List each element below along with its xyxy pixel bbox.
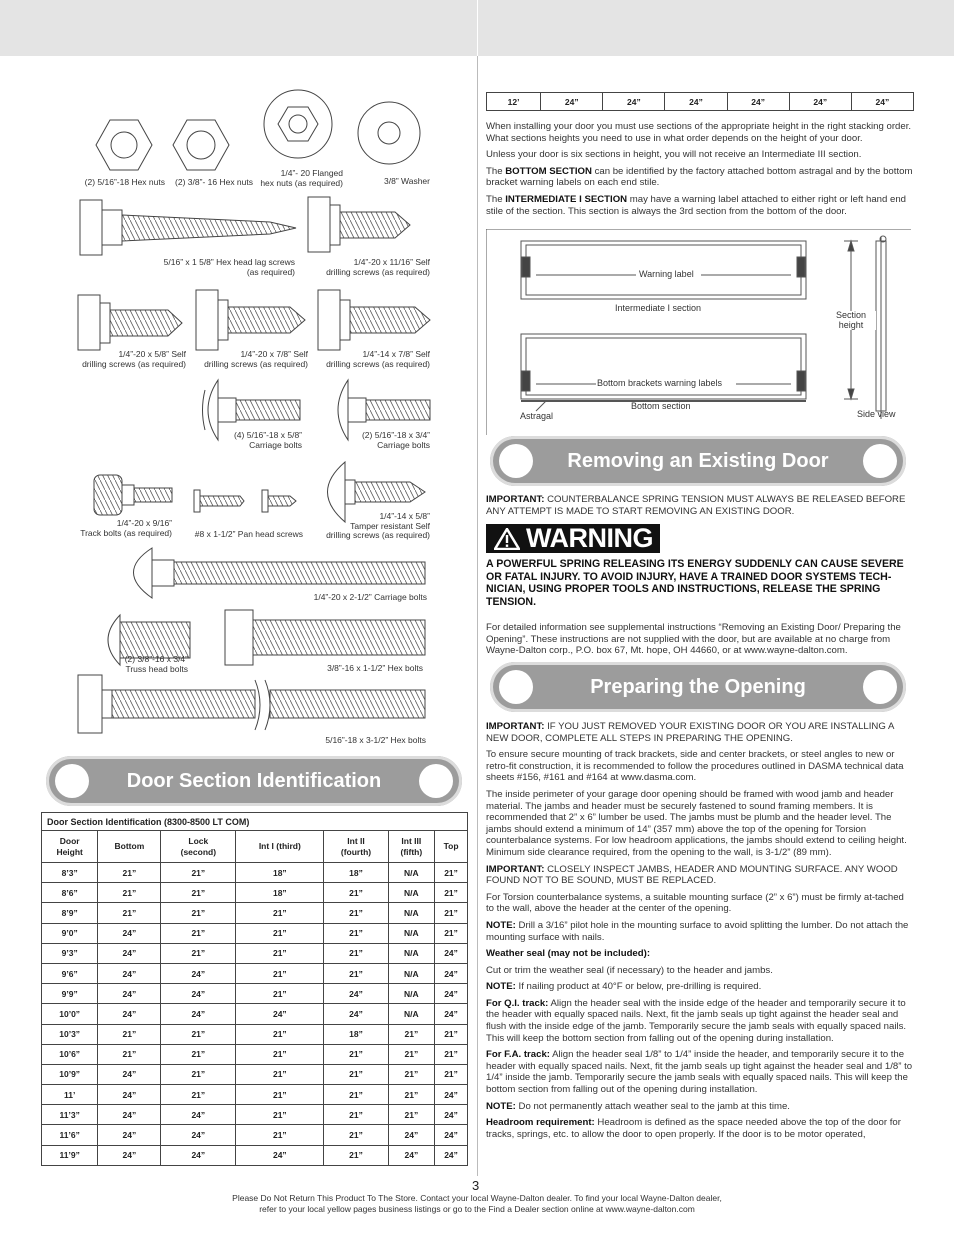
diagram-label: Astragal [520,411,554,421]
table-cell: 21” [236,1085,324,1105]
table-cell: 24” [161,963,236,983]
table-cell: 21” [324,1145,388,1165]
warning-triangle-icon [494,528,520,550]
paragraph: Cut or trim the weather seal (if necessary) to the header and jambs. [486,964,773,976]
diagram-label: Bottom brackets warning labels [597,378,723,388]
table-cell: 11’9” [42,1145,98,1165]
table-cell: 24” [541,93,603,111]
door-section-banner [46,756,462,806]
paragraph: The inside perimeter of your garage door opening should be framed with wood jamb and header material. The jambs and header must be securely fastened to sound framing members. It is recommended that 2” x 6” lumber be used. The jambs must be plumb and the header level. The jambs should extend a minimum of 14” (357 mm) above the top of the opening for Torsion counterbalance systems. For low headroom applications, the jambs should extend to ceiling height. Minimum side clearance required, from the opening to the wall, is 3-1/2” (89 mm). [486,788,907,858]
table-cell: 21” [324,963,388,983]
table-cell: 24” [435,1105,468,1125]
table-cell: N/A [388,883,435,903]
warning-title: WARNING [526,523,653,553]
table-cell: 21” [236,903,324,923]
table-cell: 21” [324,1105,388,1125]
table-cell: 21” [435,903,468,923]
table-cell: 24” [161,1145,236,1165]
caption-line: 1/4”-20 x 5/8” Self [118,349,186,359]
table-cell: 24” [435,1125,468,1145]
caption-line: 1/4”- 20 Flanged [280,168,343,178]
table-cell: 24” [98,1064,161,1084]
hardware-caption [192,350,308,369]
hardware-caption [70,519,172,538]
table-header-cell: Lock (second) [161,831,236,863]
footer-line: Please Do Not Return This Product To The Store. Contact your local Wayne-Dalton dealer. To find your local Wayne-Dalton dealer, [232,1193,722,1203]
hardware-caption: 5/16”-18 x 3-1/2” Hex bolts [325,735,426,745]
table-cell: 21” [161,1044,236,1064]
table-cell: 24” [98,1105,161,1125]
column-divider [477,56,478,1176]
table-cell: 9’6” [42,963,98,983]
table-cell: 21” [324,1044,388,1064]
hardware-illustrations [0,56,477,756]
table-cell: 21” [388,1064,435,1084]
table-cell: 21” [98,1044,161,1064]
table-cell: 21” [388,1085,435,1105]
caption-line: (2) 5/16”-18 x 3/4” [361,430,430,440]
table-cell: 21” [388,1044,435,1064]
table-cell: 21” [236,1044,324,1064]
table-cell: 11’6” [42,1125,98,1145]
table-cell: 24” [388,1125,435,1145]
track-bolt-icon [94,475,172,515]
table-cell: 24” [435,963,468,983]
footer-line: refer to your local yellow pages business listings or go to the Find a Dealer section online at www.wayne-dalton.com [259,1204,695,1214]
paragraph: Headroom requirement: Headroom is defined as the space needed above the top of the door for tracks, springs, etc. to allow the door to open properly. If the door is to be motor operated, [486,1117,901,1140]
caption-line: (4) 5/16”-18 x 5/8” [233,430,302,440]
table-cell: 8’6” [42,883,98,903]
table-cell: 24” [161,1105,236,1125]
paragraph: IMPORTANT: CLOSELY INSPECT JAMBS, HEADER AND MOUNTING SURFACE. ANY WOOD FOUND NOT TO BE SOUND, MUST BE REPLACED. [486,863,898,887]
flanged-nut-icon [264,90,332,158]
hardware-caption: 3/8”-16 x 1-1/2” Hex bolts [327,663,423,673]
table-cell: 12’ [487,93,541,111]
table-cell: 10’3” [42,1024,98,1044]
paragraph: When installing your door you must use sections of the appropriate height in the right stacking order. What sections heights you need to use in what order depends on the height of your door. [486,121,912,144]
table-row [42,1085,468,1105]
caption-line: Track bolts (as required) [80,527,172,538]
table-cell: 21” [324,883,388,903]
table-cell: 24” [789,93,851,111]
stacking-text [486,121,914,222]
table-cell: 21” [236,923,324,943]
table-row [42,883,468,903]
hardware-caption [338,431,430,450]
hardware-caption: 3/8” Washer [384,176,430,186]
continued-table [486,92,914,111]
table-cell: 21” [161,1064,236,1084]
table-cell: 9’3” [42,943,98,963]
diagram-label: Intermediate I section [615,303,702,313]
table-cell: 24” [98,1145,161,1165]
table-cell: 10’9” [42,1064,98,1084]
caption-line: 1/4”-20 x 7/8” Self [240,349,308,359]
removing-detail: For detailed information see supplemental instructions “Removing an Existing Door/ Preparing the Opening”. These instructions are not supplied with the door, but are available at no charge from Wayne-Dalton corp., P.O. box 67, Mt. hope, OH 44660, or at www.wayne-dalton.com. [486,622,901,657]
table-cell: 21” [161,1024,236,1044]
header-bar [0,0,954,56]
banner-title: Door Section Identification [126,770,382,792]
warning-box [486,524,660,553]
hex-bolt-112-icon [225,610,425,665]
table-row [42,1024,468,1044]
table-row [42,1004,468,1024]
table-cell: 21” [435,1024,468,1044]
paragraph: NOTE: Drill a 3/16” pilot hole in the mounting surface to avoid splitting the lumber. Do not attach the mounting surface with nails. [486,919,909,943]
caption-line: Truss head bolts [125,663,188,674]
table-cell: 24” [435,1145,468,1165]
caption-line: (2) 3/8”-16 x 3/4” [124,654,188,664]
table-cell: 18” [236,863,324,883]
table-cell: 21” [324,1064,388,1084]
caption-line: 1/4”-14 x 5/8” [379,511,430,521]
table-cell: 18” [324,863,388,883]
table-cell: 24” [435,984,468,1004]
table-cell: 11’ [42,1085,98,1105]
table-row [42,1105,468,1125]
table-caption: Door Section Identification (8300-8500 LT COM) [42,813,468,831]
table-cell: 21” [161,1085,236,1105]
table-cell: 21” [435,863,468,883]
caption-line: Carriage bolts [377,439,430,450]
self-drill-58-icon [78,295,182,350]
table-cell: 21” [435,923,468,943]
caption-line: hex nuts (as required) [260,177,343,188]
caption-line: drilling screws (as required) [204,358,308,369]
table-cell: 24” [236,1004,324,1024]
table-row [42,943,468,963]
paragraph: For Q.I. track: Align the header seal with the inside edge of the header and temporarily secure it to the header with equally spaced nails. Next, fit the jamb seals up tight against the header seal and flush with the inside edge of the jamb. Temporarily secure the jamb seals with equally spaced nails. This will keep the bottom section from falling out of the opening during installation. [486,997,907,1044]
paragraph: The BOTTOM SECTION can be identified by the factory attached bottom astragal and by the bottom bracket warning labels on each end stile. [486,165,913,189]
table-cell: 8’9” [42,903,98,923]
paragraph: IMPORTANT: IF YOU JUST REMOVED YOUR EXISTING DOOR OR YOU ARE INSTALLING A NEW DOOR, COMPLETE ALL STEPS IN PREPARING THE OPENING. [486,721,894,744]
table-cell: 21” [324,1085,388,1105]
warning-text: A POWERFUL SPRING RELEASING ITS ENERGY SUDDENLY CAN CAUSE SEVERE OR FATAL INJURY. TO AVOID INJURY, HAVE A TRAINED DOOR SYSTEMS TECH-NICIAN, USING PROPER TOOLS AND INSTRUCTIONS, RELEASE THE SPRING TENSION. [486,558,904,609]
paragraph: For F.A. track: Align the header seal 1/8” to 1/4” inside the header, and temporarily secure it to the header with equally spaced nails. Next, fit the jamb seals up tight against the header seal and 1/8” to 1/4” inside the jamb. Temporarily secure the jamb seals with equally spaced nails. This will keep the bottom section from falling out of the opening during installation. [486,1049,913,1096]
hardware-caption [310,512,430,541]
table-cell: 24” [98,1085,161,1105]
table-cell: 24” [665,93,727,111]
table-cell: N/A [388,984,435,1004]
table-cell: 21” [98,903,161,923]
caption-line: Section [835,310,867,320]
table-cell: 21” [236,1024,324,1044]
table-cell: 24” [98,923,161,943]
hardware-caption: #8 x 1-1/2” Pan head screws [194,529,303,539]
table-cell: 21” [435,883,468,903]
table-cell: 21” [236,1105,324,1125]
table-cell: 24” [324,1004,388,1024]
table-cell: 21” [161,943,236,963]
preparing-text [486,721,914,1145]
table-cell: 21” [161,903,236,923]
hex-nut-38-icon [173,120,229,170]
table-row [42,923,468,943]
hardware-caption [255,169,343,188]
pan-head-screw-icon [194,490,296,512]
table-cell: 24” [851,93,913,111]
page-number: 3 [472,1178,480,1193]
lag-screw-icon [80,200,296,255]
table-cell: 21” [161,923,236,943]
self-drill-78-icon [196,290,305,350]
caption-line: drilling screws (as required) [82,358,186,369]
hardware-caption [314,350,430,369]
table-cell: 10’6” [42,1044,98,1064]
paragraph: Unless your door is six sections in height, you will not receive an Intermediate III section. [486,149,862,161]
carriage-bolt-long-icon [134,548,426,598]
table-cell: 21” [324,1125,388,1145]
caption-line: 1/4”-14 x 7/8” Self [362,349,430,359]
table-cell: 21” [435,1044,468,1064]
table-cell: 21” [161,863,236,883]
table-cell: 24” [435,1085,468,1105]
table-cell: 21” [98,1024,161,1044]
hardware-caption [210,431,302,450]
table-cell: 21” [236,963,324,983]
table-cell: 21” [236,943,324,963]
table-cell: N/A [388,1004,435,1024]
hex-bolt-312-icon [78,675,425,733]
table-cell: 21” [435,1064,468,1084]
diagram-label [826,311,876,330]
caption-line: 1/4”-20 x 11/16” Self [353,257,430,267]
table-cell: 21” [324,943,388,963]
hardware-caption [310,258,430,277]
table-cell: 24” [161,1125,236,1145]
banner-title: Removing an Existing Door [567,450,829,472]
table-row [487,93,914,111]
diagram-label: Bottom section [631,401,691,411]
table-row [42,984,468,1004]
table-cell: 21” [236,1064,324,1084]
washer-icon [358,102,420,164]
hardware-caption [100,655,188,674]
table-cell: 24” [161,1004,236,1024]
paragraph: For Torsion counterbalance systems, a suitable mounting surface (2” x 6”) must be firmly at-tached to the wall, above the header at the center of the opening. [486,891,904,915]
banner-title: Preparing the Opening [590,676,806,698]
section-diagram [486,229,911,435]
footer [0,1193,954,1215]
table-cell: 24” [98,984,161,1004]
table-cell: 21” [161,883,236,903]
caption-line: 5/16” x 1 5/8” Hex head lag screws [163,257,295,267]
table-cell: 24” [603,93,665,111]
table-cell: 18” [236,883,324,903]
table-cell: 21” [98,863,161,883]
paragraph: NOTE: If nailing product at 40°F or below, pre-drilling is required. [486,981,762,993]
hex-nut-516-icon [96,120,152,170]
paragraph: NOTE: Do not permanently attach weather seal to the jamb at this time. [486,1100,790,1112]
removing-important [486,494,914,522]
diagram-label: Warning label [639,269,694,279]
table-cell: 24” [98,943,161,963]
table-cell: 24” [324,984,388,1004]
table-header-cell: Int I (third) [236,831,324,863]
paragraph: The INTERMEDIATE I SECTION may have a warning label attached to either right or left hand end stile of the section. This section is always the 3rd section from the bottom of the door. [486,193,907,217]
caption-line: (as required) [246,266,295,277]
table-header-cell: Door Height [42,831,98,863]
table-cell: 8’3” [42,863,98,883]
caption-line: drilling screws (as required) [326,530,430,540]
table-cell: 24” [727,93,789,111]
paragraph: IMPORTANT: COUNTERBALANCE SPRING TENSION MUST ALWAYS BE RELEASED BEFORE ANY ATTEMPT IS MADE TO START REMOVING AN EXISTING DOOR. [486,494,906,517]
table-cell: 24” [236,1145,324,1165]
table-cell: 9’9” [42,984,98,1004]
preparing-banner [490,662,906,712]
table-cell: 24” [98,963,161,983]
table-cell: 21” [324,923,388,943]
table-header-cell: Int II (fourth) [324,831,388,863]
table-cell: N/A [388,923,435,943]
table-cell: N/A [388,943,435,963]
table-cell: 21” [98,883,161,903]
table-cell: 21” [236,984,324,1004]
caption-line: 1/4”-20 x 9/16” [116,518,172,528]
hardware-caption: (2) 3/8”- 16 Hex nuts [175,177,253,187]
table-cell: 9’0” [42,923,98,943]
caption-line: drilling screws (as required) [326,266,430,277]
table-row [42,903,468,923]
table-header-row [42,831,468,863]
caption-line: height [838,319,864,330]
table-row [42,863,468,883]
removing-banner [490,436,906,486]
table-cell: 21” [388,1024,435,1044]
table-cell: 24” [161,984,236,1004]
table-row [42,1044,468,1064]
table-cell: 24” [98,1004,161,1024]
caption-line: Tamper resistant Self [350,520,430,531]
paragraph: To ensure secure mounting of track brackets, side and center brackets, or steel angles to new or retro-fit construction, it is recommended to follow the procedures outlined in DASMA technical data sheets #156, #161 and #164 at www.dasma.com. [486,749,904,784]
table-cell: 24” [435,1004,468,1024]
caption-line: drilling screws (as required) [326,358,430,369]
table-cell: 24” [435,943,468,963]
hardware-caption [70,350,186,369]
table-cell: 21” [324,903,388,923]
hardware-caption: (2) 5/16”-18 Hex nuts [84,177,165,187]
table-row [42,1125,468,1145]
table-row [42,1145,468,1165]
table-cell: 21” [236,1125,324,1145]
table-cell: 18” [324,1024,388,1044]
table-header-cell: Int III (fifth) [388,831,435,863]
table-row [42,1064,468,1084]
door-section-table [41,812,468,1166]
table-cell: 21” [388,1105,435,1125]
self-drill-1478-icon [318,290,430,350]
table-cell: 10’0” [42,1004,98,1024]
table-cell: 24” [98,1125,161,1145]
table-header-cell: Top [435,831,468,863]
caption-line: Carriage bolts [249,439,302,450]
hardware-caption [140,258,295,277]
table-cell: 11’3” [42,1105,98,1125]
hardware-caption: 1/4”-20 x 2-1/2” Carriage bolts [313,592,427,602]
table-cell: N/A [388,863,435,883]
table-row [42,963,468,983]
paragraph: Weather seal (may not be included): [486,948,651,960]
table-cell: 24” [388,1145,435,1165]
table-cell: N/A [388,963,435,983]
diagram-label: Side view [857,409,896,419]
self-drill-1116-icon [308,197,410,252]
table-header-cell: Bottom [98,831,161,863]
table-cell: N/A [388,903,435,923]
